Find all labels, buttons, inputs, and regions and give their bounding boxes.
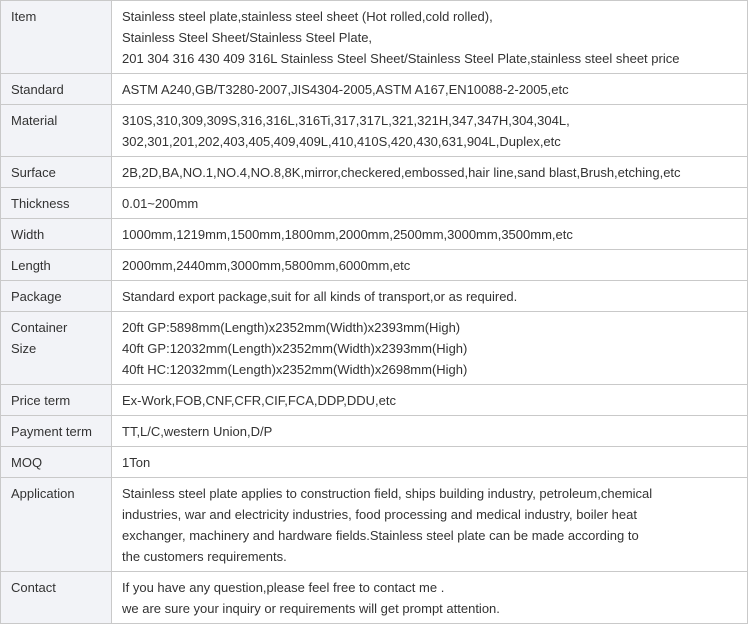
spec-label-cell (1, 250, 112, 281)
spec-row (1, 416, 748, 447)
spec-row (1, 188, 748, 219)
spec-row (1, 478, 748, 572)
spec-row (1, 105, 748, 157)
spec-row (1, 1, 748, 74)
spec-value-cell (112, 572, 748, 624)
spec-value-line: Stainless steel plate,stainless steel sheet (Hot rolled,cold rolled), (122, 9, 493, 24)
spec-row (1, 312, 748, 385)
spec-value-line: 310S,310,309,309S,316,316L,316Ti,317,317L,321,321H,347,347H,304,304L, (122, 113, 570, 128)
spec-label-cell (1, 312, 112, 385)
spec-row (1, 250, 748, 281)
spec-label-cell (1, 219, 112, 250)
spec-value-line: we are sure your inquiry or requirements will get prompt attention. (122, 601, 500, 616)
spec-value-line: 1000mm,1219mm,1500mm,1800mm,2000mm,2500mm,3000mm,3500mm,etc (122, 227, 573, 242)
spec-value-line: 20ft GP:5898mm(Length)x2352mm(Width)x2393mm(High) (122, 320, 461, 335)
spec-value-cell (112, 385, 748, 416)
spec-label: Item (11, 9, 37, 24)
spec-value-line: industries, war and electricity industries, food processing and medical industry, boiler heat (122, 507, 637, 522)
spec-label: Size (11, 341, 37, 356)
spec-label-cell (1, 1, 112, 74)
spec-value-line: 40ft HC:12032mm(Length)x2352mm(Width)x2698mm(High) (122, 362, 468, 377)
spec-label: Length (11, 258, 51, 273)
spec-value-line: 0.01~200mm (122, 196, 199, 211)
spec-value-line: Stainless Steel Sheet/Stainless Steel Plate, (122, 30, 373, 45)
spec-label: MOQ (11, 455, 43, 470)
spec-row (1, 281, 748, 312)
spec-row (1, 74, 748, 105)
spec-value-cell (112, 312, 748, 385)
spec-value-line: 2000mm,2440mm,3000mm,5800mm,6000mm,etc (122, 258, 411, 273)
spec-label-cell (1, 478, 112, 572)
spec-row (1, 447, 748, 478)
spec-label-cell (1, 188, 112, 219)
spec-label: Material (11, 113, 58, 128)
spec-label: Width (11, 227, 45, 242)
spec-label: Contact (11, 580, 56, 595)
spec-label-cell (1, 105, 112, 157)
spec-label: Surface (11, 165, 56, 180)
spec-value-line: ASTM A240,GB/T3280-2007,JIS4304-2005,ASTM A167,EN10088-2-2005,etc (122, 82, 569, 97)
spec-label-cell (1, 572, 112, 624)
spec-value-cell (112, 219, 748, 250)
spec-value-cell (112, 105, 748, 157)
spec-label-cell (1, 416, 112, 447)
spec-value-cell (112, 157, 748, 188)
spec-value-cell (112, 1, 748, 74)
spec-label: Price term (11, 393, 71, 408)
spec-label: Package (11, 289, 62, 304)
spec-label-cell (1, 74, 112, 105)
spec-value-line: 302,301,201,202,403,405,409,409L,410,410S,420,430,631,904L,Duplex,etc (122, 134, 561, 149)
spec-value-line: TT,L/C,western Union,D/P (122, 424, 273, 439)
spec-label: Standard (11, 82, 64, 97)
spec-value-cell (112, 74, 748, 105)
spec-value-line: If you have any question,please feel free to contact me . (122, 580, 445, 595)
spec-value-cell (112, 188, 748, 219)
spec-row (1, 572, 748, 624)
spec-row (1, 385, 748, 416)
spec-value-line: 201 304 316 430 409 316L Stainless Steel Sheet/Stainless Steel Plate,stainless steel sheet price (122, 51, 680, 66)
spec-table-body (1, 1, 748, 624)
spec-value-line: 1Ton (122, 455, 151, 470)
spec-value-line: Stainless steel plate applies to construction field, ships building industry, petroleum,chemical (122, 486, 653, 501)
spec-label-cell (1, 281, 112, 312)
spec-value-cell (112, 447, 748, 478)
spec-label-cell (1, 157, 112, 188)
spec-label: Payment term (11, 424, 92, 439)
spec-label: Thickness (11, 196, 70, 211)
spec-value-cell (112, 478, 748, 572)
spec-value-line: 40ft GP:12032mm(Length)x2352mm(Width)x2393mm(High) (122, 341, 468, 356)
spec-label-cell (1, 385, 112, 416)
spec-value-cell (112, 416, 748, 447)
spec-value-cell (112, 250, 748, 281)
spec-label: Application (11, 486, 75, 501)
spec-value-cell (112, 281, 748, 312)
spec-value-line: Ex-Work,FOB,CNF,CFR,CIF,FCA,DDP,DDU,etc (122, 393, 396, 408)
spec-value-line: the customers requirements. (122, 549, 287, 564)
spec-value-line: Standard export package,suit for all kinds of transport,or as required. (122, 289, 518, 304)
spec-label: Container (11, 320, 68, 335)
spec-row (1, 157, 748, 188)
spec-label-cell (1, 447, 112, 478)
spec-row (1, 219, 748, 250)
spec-value-line: 2B,2D,BA,NO.1,NO.4,NO.8,8K,mirror,checkered,embossed,hair line,sand blast,Brush,etching,etc (122, 165, 681, 180)
spec-value-line: exchanger, machinery and hardware fields.Stainless steel plate can be made according to (122, 528, 639, 543)
